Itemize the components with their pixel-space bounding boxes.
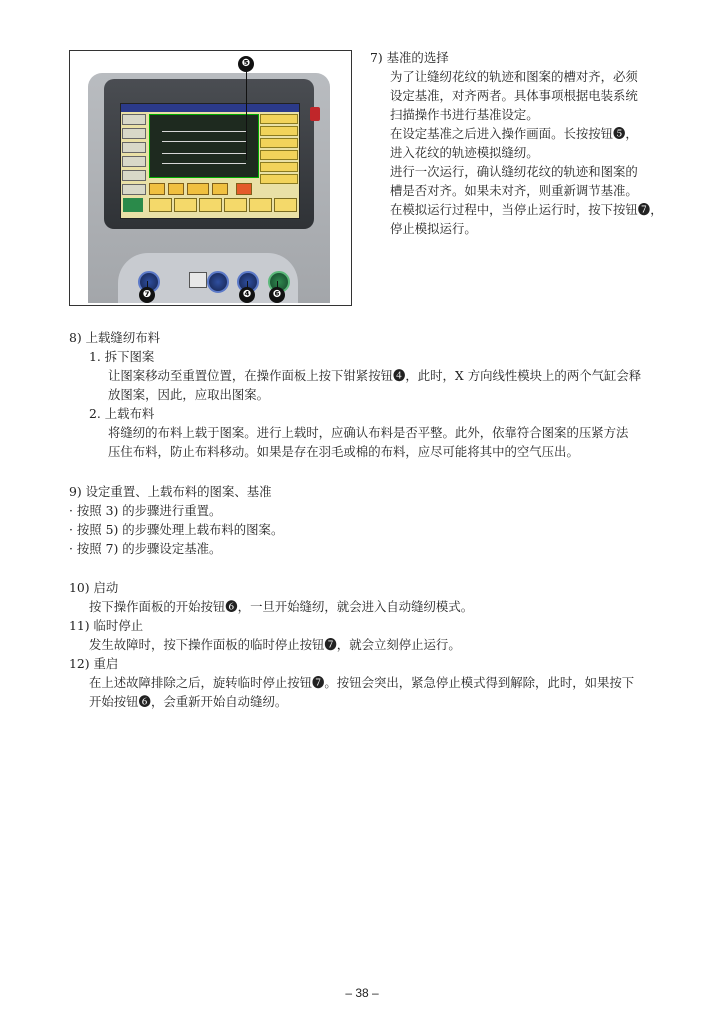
text-line: 进入花纹的轨迹模拟缝纫。 (390, 145, 539, 160)
callout-6: ❻ (269, 287, 285, 303)
section-7-body (390, 67, 663, 238)
trajectory-plot (149, 114, 259, 178)
screen-right-panel (260, 114, 298, 186)
screen-title-bar (121, 104, 299, 112)
callout-7: ❼ (139, 287, 155, 303)
machine-housing (88, 73, 330, 303)
section-10-heading: 10) 启动 (69, 580, 119, 595)
section-8-sub1-body (108, 366, 641, 404)
section-8-sub2-body (108, 423, 628, 461)
screen-function-buttons (149, 197, 299, 216)
text-line: 进行一次运行，确认缝纫花纹的轨迹和图案的 (390, 164, 638, 179)
callout-5: ❺ (238, 56, 254, 72)
section-11-body: 发生故障时，按下操作面板的临时停止按钮❼，就会立刻停止运行。 (89, 637, 461, 652)
page-number: – 38 – (345, 986, 379, 1000)
emergency-indicator (310, 107, 320, 121)
usb-port-icon (189, 272, 207, 288)
callout-line-5 (246, 70, 247, 160)
text-line: 为了让缝纫花纹的轨迹和图案的槽对齐，必须 (390, 69, 638, 84)
text-line: 设定基准，对齐两者。具体事项根据电装系统 (390, 88, 638, 103)
text-line: 在上述故障排除之后，旋转临时停止按钮❼。按钮会突出，紧急停止模式得到解除，此时，如果按下 (89, 675, 635, 690)
text-line: 将缝纫的布料上载于图案。进行上载时，应确认布料是否平整。此外，依靠符合图案的压紧方法 (108, 425, 629, 440)
section-7-heading: 7) 基准的选择 (370, 50, 449, 65)
list-item: · 按照 5) 的步骤处理上载布料的图案。 (69, 522, 284, 537)
text-line: 在模拟运行过程中，当停止运行时，按下按钮❼， (390, 202, 663, 217)
section-12-heading: 12) 重启 (69, 656, 119, 671)
text-line: 开始按钮❻，会重新开始自动缝纫。 (89, 694, 288, 709)
section-8-sub1-heading: 1. 拆下图案 (89, 349, 155, 364)
touch-screen (120, 103, 300, 219)
text-line: 槽是否对齐。如果未对齐，则重新调节基准。 (390, 183, 638, 198)
section-8-heading: 8) 上载缝纫布料 (69, 330, 160, 345)
callout-4: ❹ (239, 287, 255, 303)
list-item: · 按照 3) 的步骤进行重置。 (69, 503, 222, 518)
display-bezel (104, 79, 314, 229)
section-12-body (89, 673, 634, 711)
control-panel-photo (69, 50, 352, 306)
section-8-sub2-heading: 2. 上载布料 (89, 406, 155, 421)
text-line: 在设定基准之后进入操作画面。长按按钮❺， (390, 126, 638, 141)
text-line: 停止模拟运行。 (390, 221, 477, 236)
section-9-list (69, 501, 283, 558)
screen-green-key (123, 198, 143, 212)
section-10-body: 按下操作面板的开始按钮❻，一旦开始缝纫，就会进入自动缝纫模式。 (89, 599, 474, 614)
section-11-heading: 11) 临时停止 (69, 618, 144, 633)
screen-button-row (149, 180, 255, 192)
extra-button (207, 271, 229, 293)
text-line: 放图案，因此，应取出图案。 (108, 387, 270, 402)
text-line: 让图案移动至重置位置，在操作面板上按下钳紧按钮❹，此时，X 方向线性模块上的两个气缸会释 (108, 368, 642, 383)
section-9-heading: 9) 设定重置、上载布料的图案、基准 (69, 484, 272, 499)
text-line: 压住布料，防止布料移动。如果是存在羽毛或棉的布料，应尽可能将其中的空气压出。 (108, 444, 579, 459)
text-line: 扫描操作书进行基准设定。 (390, 107, 539, 122)
screen-button-5 (236, 183, 252, 195)
list-item: · 按照 7) 的步骤设定基准。 (69, 541, 222, 556)
